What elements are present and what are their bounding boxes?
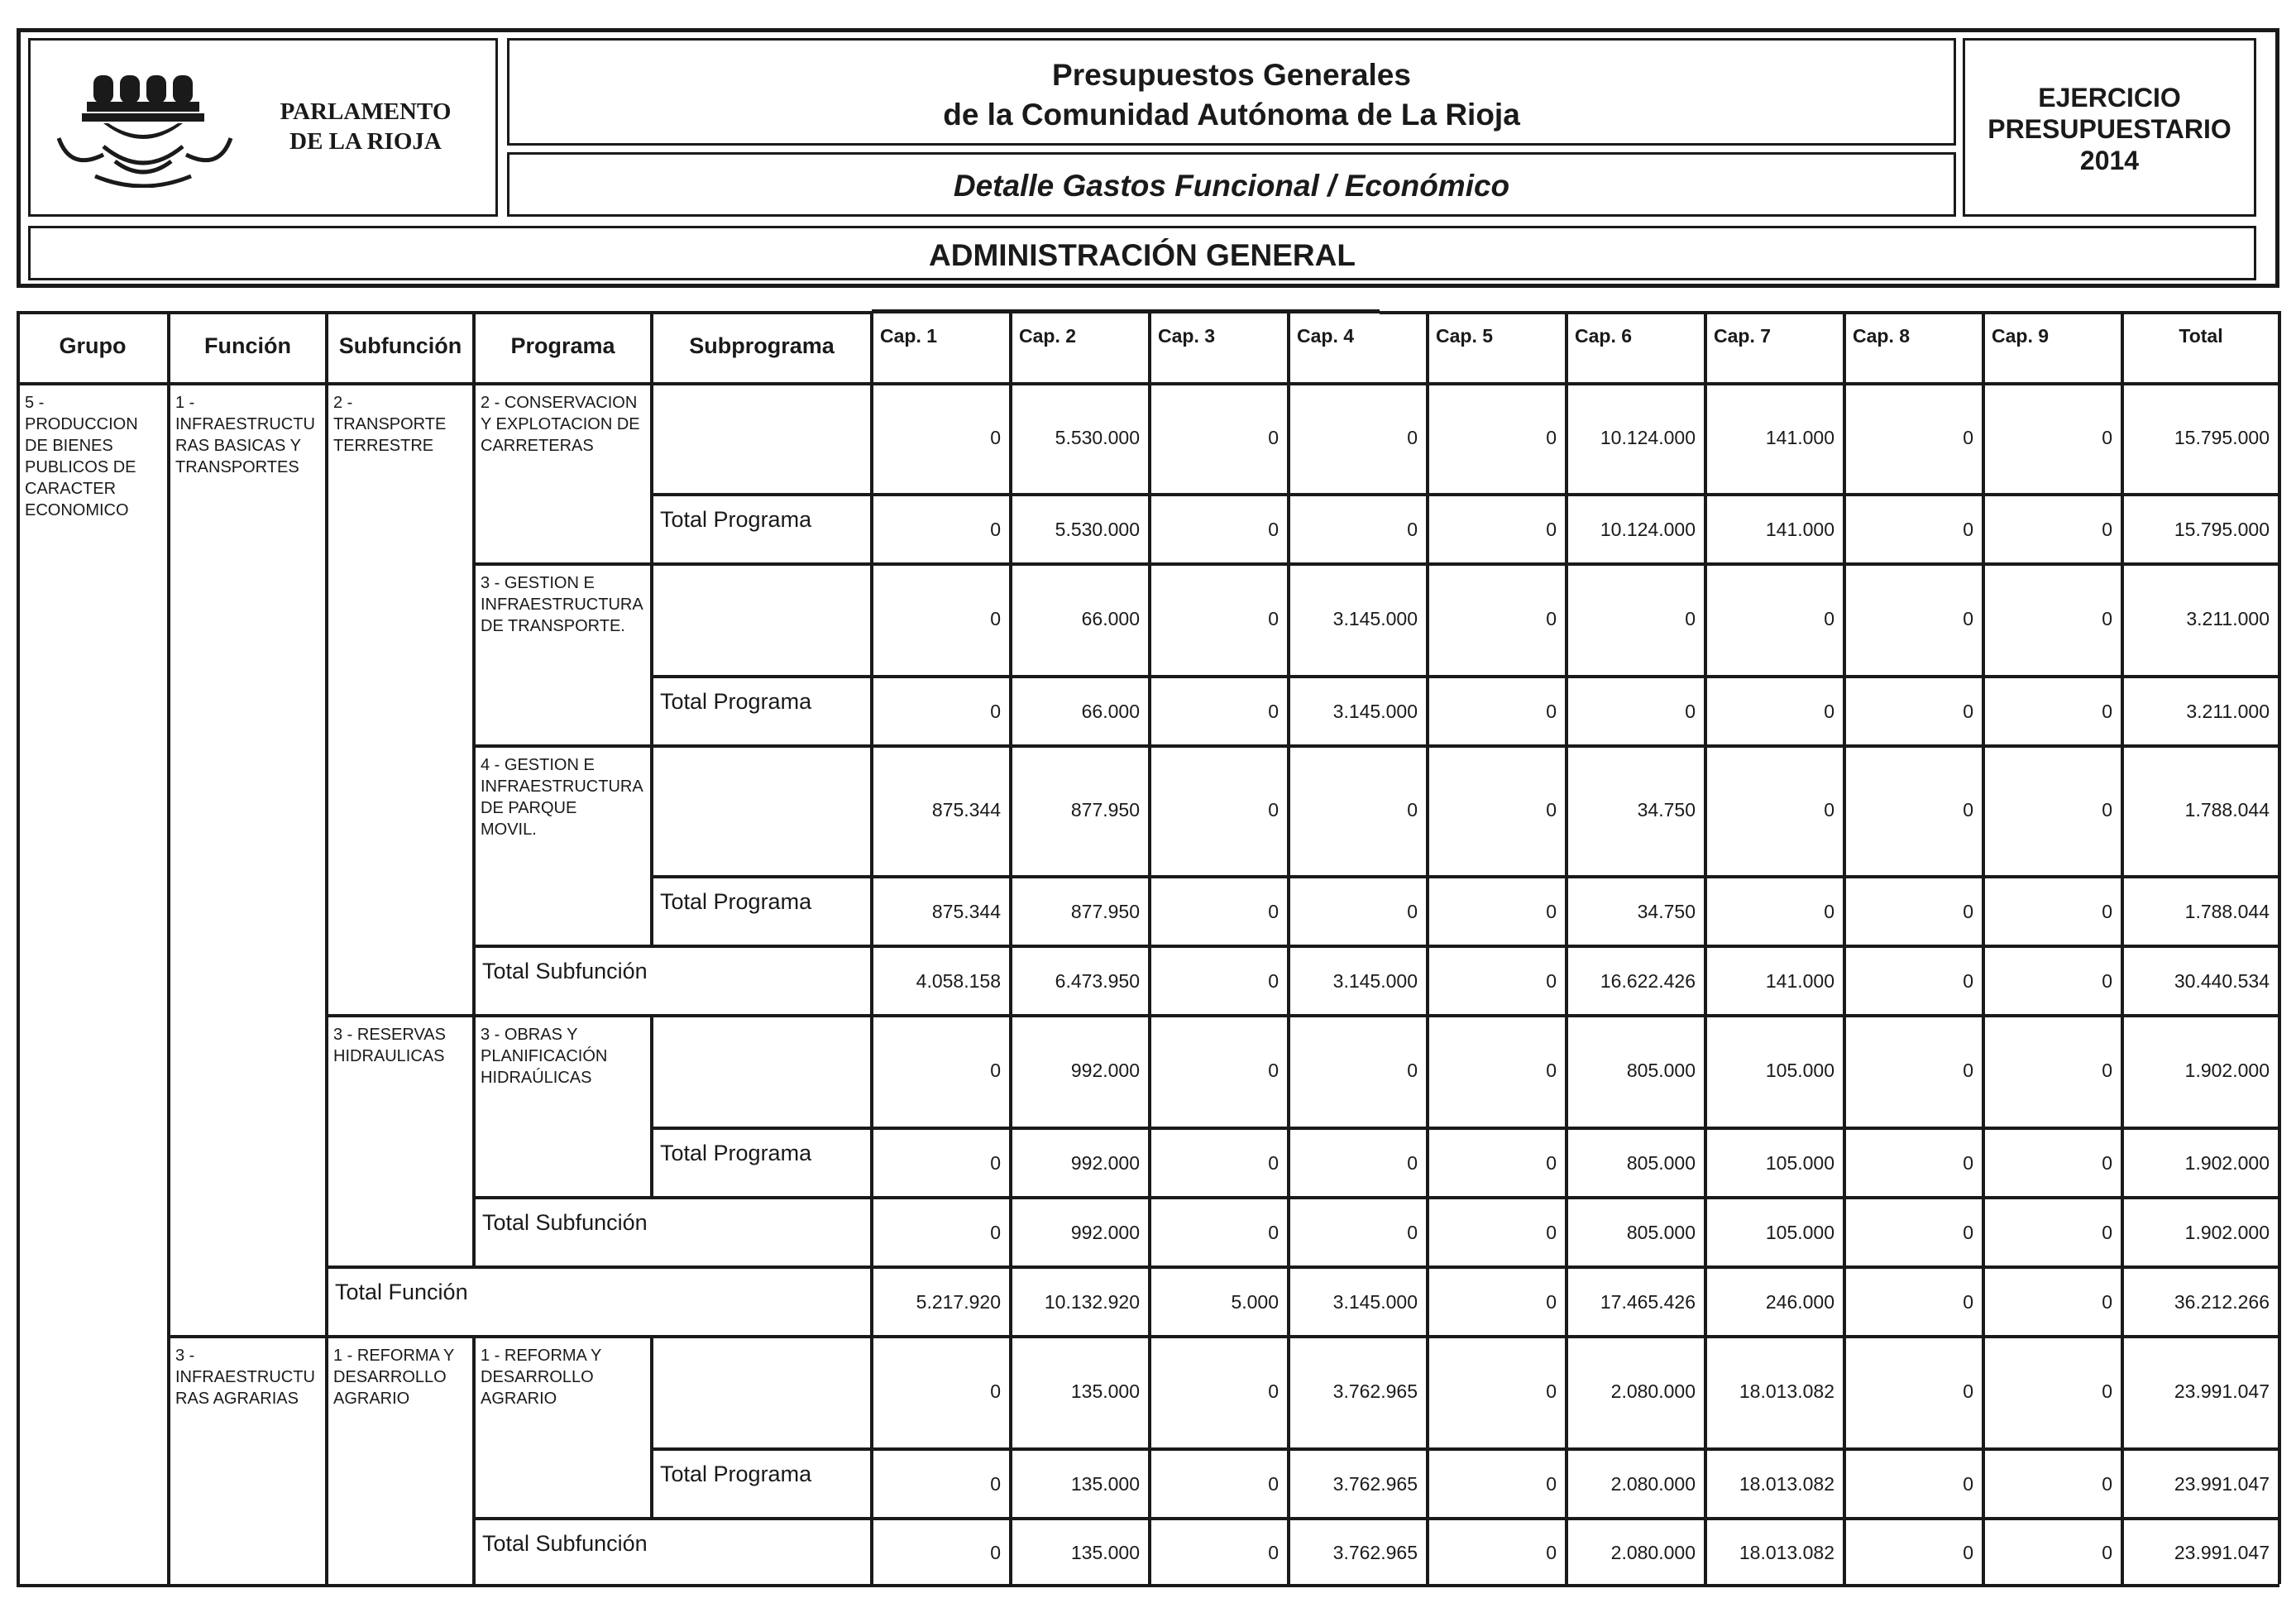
row-total-value: 1.902.000	[2184, 1222, 2270, 1243]
row-line	[652, 1447, 2279, 1451]
logo-line-2: DE LA RIOJA	[289, 128, 442, 155]
programa-label: 1 - REFORMA Y DESARROLLO AGRARIO	[481, 1347, 602, 1408]
cap-1-value: 875.344	[931, 901, 1001, 922]
programa-label: 3 - OBRAS Y PLANIFICACIÓN HIDRAÚLICAS	[481, 1026, 608, 1087]
funcion-label: 3 - INFRAESTRUCTU RAS AGRARIAS	[175, 1347, 315, 1408]
title-line-2: de la Comunidad Autónoma de La Rioja	[943, 98, 1520, 132]
section-panel	[28, 226, 2256, 280]
cap-7-value: 105.000	[1765, 1060, 1834, 1081]
cap-3-value: 0	[1268, 970, 1279, 992]
row-total-value: 30.440.534	[2174, 970, 2270, 992]
cap-4-value: 3.145.000	[1332, 970, 1418, 992]
cap-9-value: 0	[2102, 1060, 2112, 1081]
subfuncion-label: 1 - REFORMA Y DESARROLLO AGRARIO	[333, 1347, 455, 1408]
cap-6-value: 0	[1685, 701, 1696, 722]
column-header-programa: Programa	[510, 333, 615, 358]
row-line	[652, 675, 2279, 678]
row-line	[652, 1127, 2279, 1130]
cap-8-value: 0	[1963, 608, 1973, 629]
cap-6-value: 805.000	[1626, 1222, 1696, 1243]
cap-2-value: 992.000	[1070, 1060, 1140, 1081]
total-subfuncion-label: Total Subfunción	[482, 959, 648, 983]
cap-5-value: 0	[1546, 1060, 1557, 1081]
subfuncion-label: 3 - RESERVAS HIDRAULICAS	[333, 1026, 446, 1065]
cap-1-value: 0	[990, 1152, 1001, 1174]
column-header-cap-2: Cap. 2	[1019, 325, 1077, 347]
cap-7-value: 0	[1824, 701, 1834, 722]
total-programa-label: Total Programa	[660, 1141, 812, 1165]
total-programa-label: Total Programa	[660, 507, 812, 532]
cap-6-value: 10.124.000	[1600, 519, 1696, 540]
cap-6-value: 34.750	[1637, 799, 1696, 821]
cap-1-value: 875.344	[931, 799, 1001, 821]
header-column-line	[1565, 311, 1568, 382]
cap-8-value: 0	[1963, 1542, 1973, 1563]
cap-6-value: 805.000	[1626, 1152, 1696, 1174]
cap-9-value: 0	[2102, 1222, 2112, 1243]
column-header-funcion: Función	[204, 333, 291, 358]
parliament-logo-icon	[54, 64, 236, 188]
header-column-line	[1287, 311, 1290, 382]
cap-3-value: 0	[1268, 427, 1279, 448]
programa-label: 3 - GESTION E INFRAESTRUCTURA DE TRANSPORTE.	[481, 574, 643, 635]
cap-4-value: 3.145.000	[1332, 608, 1418, 629]
cap-2-value: 877.950	[1070, 799, 1140, 821]
cap-2-value: 10.132.920	[1044, 1291, 1140, 1313]
cap-3-value: 0	[1268, 1542, 1279, 1563]
cap-2-value: 877.950	[1070, 901, 1140, 922]
cap-1-value: 0	[990, 608, 1001, 629]
cap-6-value: 17.465.426	[1600, 1291, 1696, 1313]
cap-7-value: 18.013.082	[1739, 1542, 1834, 1563]
cap-2-value: 66.000	[1081, 701, 1140, 722]
cap-9-value: 0	[2102, 608, 2112, 629]
cap-4-value: 0	[1407, 799, 1418, 821]
cap-3-value: 0	[1268, 519, 1279, 540]
ejercicio-year: 2014	[2079, 146, 2140, 175]
ejercicio-label	[1965, 82, 2254, 176]
column-header-cap-9: Cap. 9	[1992, 325, 2050, 347]
cap-3-value: 0	[1268, 901, 1279, 922]
cap-8-value: 0	[1963, 970, 1973, 992]
cap-2-value: 135.000	[1070, 1542, 1140, 1563]
subfuncion-right-line	[472, 382, 476, 1266]
total-subfuncion-label: Total Subfunción	[482, 1531, 648, 1556]
column-header-total: Total	[2179, 325, 2223, 347]
cap-8-value: 0	[1963, 1473, 1973, 1495]
cap-9-value: 0	[2102, 1291, 2112, 1313]
row-total-value: 23.991.047	[2174, 1473, 2270, 1495]
row-total-value: 15.795.000	[2174, 519, 2270, 540]
cap-4-value: 3.762.965	[1332, 1542, 1418, 1563]
cap-4-value: 3.145.000	[1332, 701, 1418, 722]
cap-5-value: 0	[1546, 799, 1557, 821]
cap-2-value: 66.000	[1081, 608, 1140, 629]
row-total-value: 3.211.000	[2186, 608, 2270, 629]
cap-2-value: 135.000	[1070, 1380, 1140, 1402]
column-header-cap-6: Cap. 6	[1575, 325, 1633, 347]
cap-6-value: 10.124.000	[1600, 427, 1696, 448]
programa-right-line	[650, 382, 653, 945]
row-line	[652, 493, 2279, 496]
row-total-value: 3.211.000	[2186, 701, 2270, 722]
column-header-cap-1: Cap. 1	[880, 325, 938, 347]
row-line	[474, 562, 2279, 566]
cap-1-value: 0	[990, 1380, 1001, 1402]
title-line-1: Presupuestos Generales	[1052, 58, 1411, 92]
cap-7-value: 141.000	[1765, 970, 1834, 992]
cap-8-value: 0	[1963, 519, 1973, 540]
cap-4-value: 3.145.000	[1332, 1291, 1418, 1313]
document-title	[509, 55, 1954, 135]
cap-1-value: 4.058.158	[916, 970, 1001, 992]
section-title: ADMINISTRACIÓN GENERAL	[929, 238, 1356, 272]
cap-9-value: 0	[2102, 519, 2112, 540]
cap-2-value: 992.000	[1070, 1222, 1140, 1243]
subtitle-panel	[507, 152, 1956, 217]
header-column-line	[1426, 311, 1429, 382]
cap-2-value: 5.530.000	[1055, 427, 1140, 448]
cap-9-value: 0	[2102, 427, 2112, 448]
column-header-grupo: Grupo	[59, 333, 127, 358]
row-line	[474, 1196, 2279, 1199]
header-column-line	[1009, 311, 1012, 382]
cap-4-value: 0	[1407, 519, 1418, 540]
cap-3-value: 0	[1268, 1152, 1279, 1174]
cap-1-value: 0	[990, 519, 1001, 540]
total-programa-label: Total Programa	[660, 689, 812, 714]
cap-6-value: 16.622.426	[1600, 970, 1696, 992]
table-top-border	[1380, 311, 2279, 314]
cap-8-value: 0	[1963, 1291, 1973, 1313]
cap-5-value: 0	[1546, 1291, 1557, 1313]
header-column-line	[1148, 311, 1151, 382]
cap-6-value: 2.080.000	[1610, 1380, 1696, 1402]
logo-panel	[28, 38, 498, 217]
cap-3-value: 0	[1268, 608, 1279, 629]
column-header-cap-3: Cap. 3	[1158, 325, 1216, 347]
cap-2-value: 135.000	[1070, 1473, 1140, 1495]
header-column-line	[2121, 311, 2124, 382]
cap-1-value: 0	[990, 1542, 1001, 1563]
cap-7-value: 0	[1824, 901, 1834, 922]
cap-1-value: 0	[990, 1222, 1001, 1243]
row-total-value: 23.991.047	[2174, 1542, 2270, 1563]
cap-3-value: 0	[1268, 1060, 1279, 1081]
cap-3-value: 0	[1268, 799, 1279, 821]
header-column-line	[1843, 311, 1846, 382]
header-rule	[872, 309, 1380, 313]
logo-line-1: PARLAMENTO	[280, 98, 452, 125]
cap-7-value: 246.000	[1765, 1291, 1834, 1313]
grupo-label: 5 - PRODUCCION DE BIENES PUBLICOS DE CARACTER ECONOMICO	[25, 394, 138, 519]
cap-2-value: 992.000	[1070, 1152, 1140, 1174]
row-line	[169, 1335, 2279, 1338]
cap-8-value: 0	[1963, 1152, 1973, 1174]
total-programa-label: Total Programa	[660, 1462, 812, 1486]
row-total-value: 1.902.000	[2184, 1060, 2270, 1081]
cap-1-value: 5.217.920	[916, 1291, 1001, 1313]
cap-5-value: 0	[1546, 608, 1557, 629]
cap-8-value: 0	[1963, 799, 1973, 821]
cap-2-value: 5.530.000	[1055, 519, 1140, 540]
table-top-border	[17, 311, 872, 314]
cap-9-value: 0	[2102, 970, 2112, 992]
row-total-value: 1.788.044	[2184, 901, 2270, 922]
cap-6-value: 2.080.000	[1610, 1542, 1696, 1563]
cap-3-value: 5.000	[1231, 1291, 1279, 1313]
cap-8-value: 0	[1963, 901, 1973, 922]
cap-7-value: 141.000	[1765, 519, 1834, 540]
row-total-value: 23.991.047	[2174, 1380, 2270, 1402]
funcion-right-line	[325, 382, 328, 1584]
cap-4-value: 0	[1407, 1222, 1418, 1243]
cap-5-value: 0	[1546, 427, 1557, 448]
title-panel	[507, 38, 1956, 146]
row-line	[474, 1517, 2279, 1520]
row-total-value: 15.795.000	[2174, 427, 2270, 448]
cap-5-value: 0	[1546, 1380, 1557, 1402]
cap-5-value: 0	[1546, 1152, 1557, 1174]
document-subtitle: Detalle Gastos Funcional / Económico	[953, 169, 1510, 203]
cap-8-value: 0	[1963, 1222, 1973, 1243]
header-column-line	[1704, 311, 1707, 382]
cap-3-value: 0	[1268, 701, 1279, 722]
row-total-value: 1.788.044	[2184, 799, 2270, 821]
cap-5-value: 0	[1546, 1542, 1557, 1563]
cap-6-value: 805.000	[1626, 1060, 1696, 1081]
cap-3-value: 0	[1268, 1380, 1279, 1402]
cap-5-value: 0	[1546, 970, 1557, 992]
programa-label: 2 - CONSERVACION Y EXPLOTACION DE CARRETERAS	[481, 394, 640, 455]
cap-6-value: 2.080.000	[1610, 1473, 1696, 1495]
row-line	[327, 1014, 2279, 1017]
ejercicio-line-1: EJERCICIO	[2038, 83, 2181, 112]
cap-1-value: 0	[990, 1060, 1001, 1081]
cap-9-value: 0	[2102, 901, 2112, 922]
funcion-label: 1 - INFRAESTRUCTU RAS BASICAS Y TRANSPORTES	[175, 394, 315, 476]
total-subfuncion-label: Total Subfunción	[482, 1210, 648, 1235]
cap-8-value: 0	[1963, 1060, 1973, 1081]
cap-4-value: 0	[1407, 427, 1418, 448]
cap-7-value: 141.000	[1765, 427, 1834, 448]
cap-1-value: 0	[990, 701, 1001, 722]
column-header-subprograma: Subprograma	[689, 333, 835, 358]
cap-9-value: 0	[2102, 1542, 2112, 1563]
column-header-cap-8: Cap. 8	[1853, 325, 1911, 347]
row-line	[652, 875, 2279, 878]
cap-9-value: 0	[2102, 799, 2112, 821]
cap-8-value: 0	[1963, 701, 1973, 722]
cap-8-value: 0	[1963, 427, 1973, 448]
row-line	[474, 744, 2279, 748]
cap-5-value: 0	[1546, 519, 1557, 540]
column-header-cap-4: Cap. 4	[1297, 325, 1355, 347]
total-programa-label: Total Programa	[660, 889, 812, 914]
column-header-cap-5: Cap. 5	[1436, 325, 1494, 347]
cap-7-value: 18.013.082	[1739, 1473, 1834, 1495]
ejercicio-line-2: PRESUPUESTARIO	[1987, 114, 2231, 144]
cap-5-value: 0	[1546, 901, 1557, 922]
cap-4-value: 0	[1407, 1152, 1418, 1174]
row-line	[474, 945, 2279, 948]
column-header-cap-7: Cap. 7	[1714, 325, 1772, 347]
cap-7-value: 105.000	[1765, 1222, 1834, 1243]
cap-3-value: 0	[1268, 1222, 1279, 1243]
table-bottom-border	[17, 1584, 2279, 1587]
header-column-line	[2278, 311, 2281, 382]
cap-5-value: 0	[1546, 1222, 1557, 1243]
logo-text	[254, 97, 477, 156]
column-header-subfuncion: Subfunción	[338, 333, 462, 358]
cap-7-value: 18.013.082	[1739, 1380, 1834, 1402]
ejercicio-panel	[1963, 38, 2256, 217]
grupo-left-line	[17, 382, 20, 1584]
cap-1-value: 0	[990, 427, 1001, 448]
cap-8-value: 0	[1963, 1380, 1973, 1402]
subfuncion-label: 2 - TRANSPORTE TERRESTRE	[333, 394, 447, 455]
cap-9-value: 0	[2102, 1380, 2112, 1402]
cap-9-value: 0	[2102, 1152, 2112, 1174]
cap-7-value: 0	[1824, 608, 1834, 629]
cap-5-value: 0	[1546, 701, 1557, 722]
cap-7-value: 105.000	[1765, 1152, 1834, 1174]
cap-9-value: 0	[2102, 701, 2112, 722]
cap-5-value: 0	[1546, 1473, 1557, 1495]
cap-3-value: 0	[1268, 1473, 1279, 1495]
cap-4-value: 3.762.965	[1332, 1473, 1418, 1495]
cap-6-value: 34.750	[1637, 901, 1696, 922]
programa-label: 4 - GESTION E INFRAESTRUCTURA DE PARQUE MOVIL.	[481, 756, 643, 839]
row-line	[327, 1266, 2279, 1269]
cap-6-value: 0	[1685, 608, 1696, 629]
cap-7-value: 0	[1824, 799, 1834, 821]
cap-4-value: 0	[1407, 901, 1418, 922]
total-funcion-label: Total Función	[335, 1280, 468, 1304]
row-total-value: 36.212.266	[2174, 1291, 2270, 1313]
header-column-line	[1982, 311, 1985, 382]
cap-9-value: 0	[2102, 1473, 2112, 1495]
cap-4-value: 3.762.965	[1332, 1380, 1418, 1402]
row-total-value: 1.902.000	[2184, 1152, 2270, 1174]
cap-4-value: 0	[1407, 1060, 1418, 1081]
cap-2-value: 6.473.950	[1055, 970, 1140, 992]
cap-1-value: 0	[990, 1473, 1001, 1495]
grupo-right-line	[167, 382, 170, 1584]
